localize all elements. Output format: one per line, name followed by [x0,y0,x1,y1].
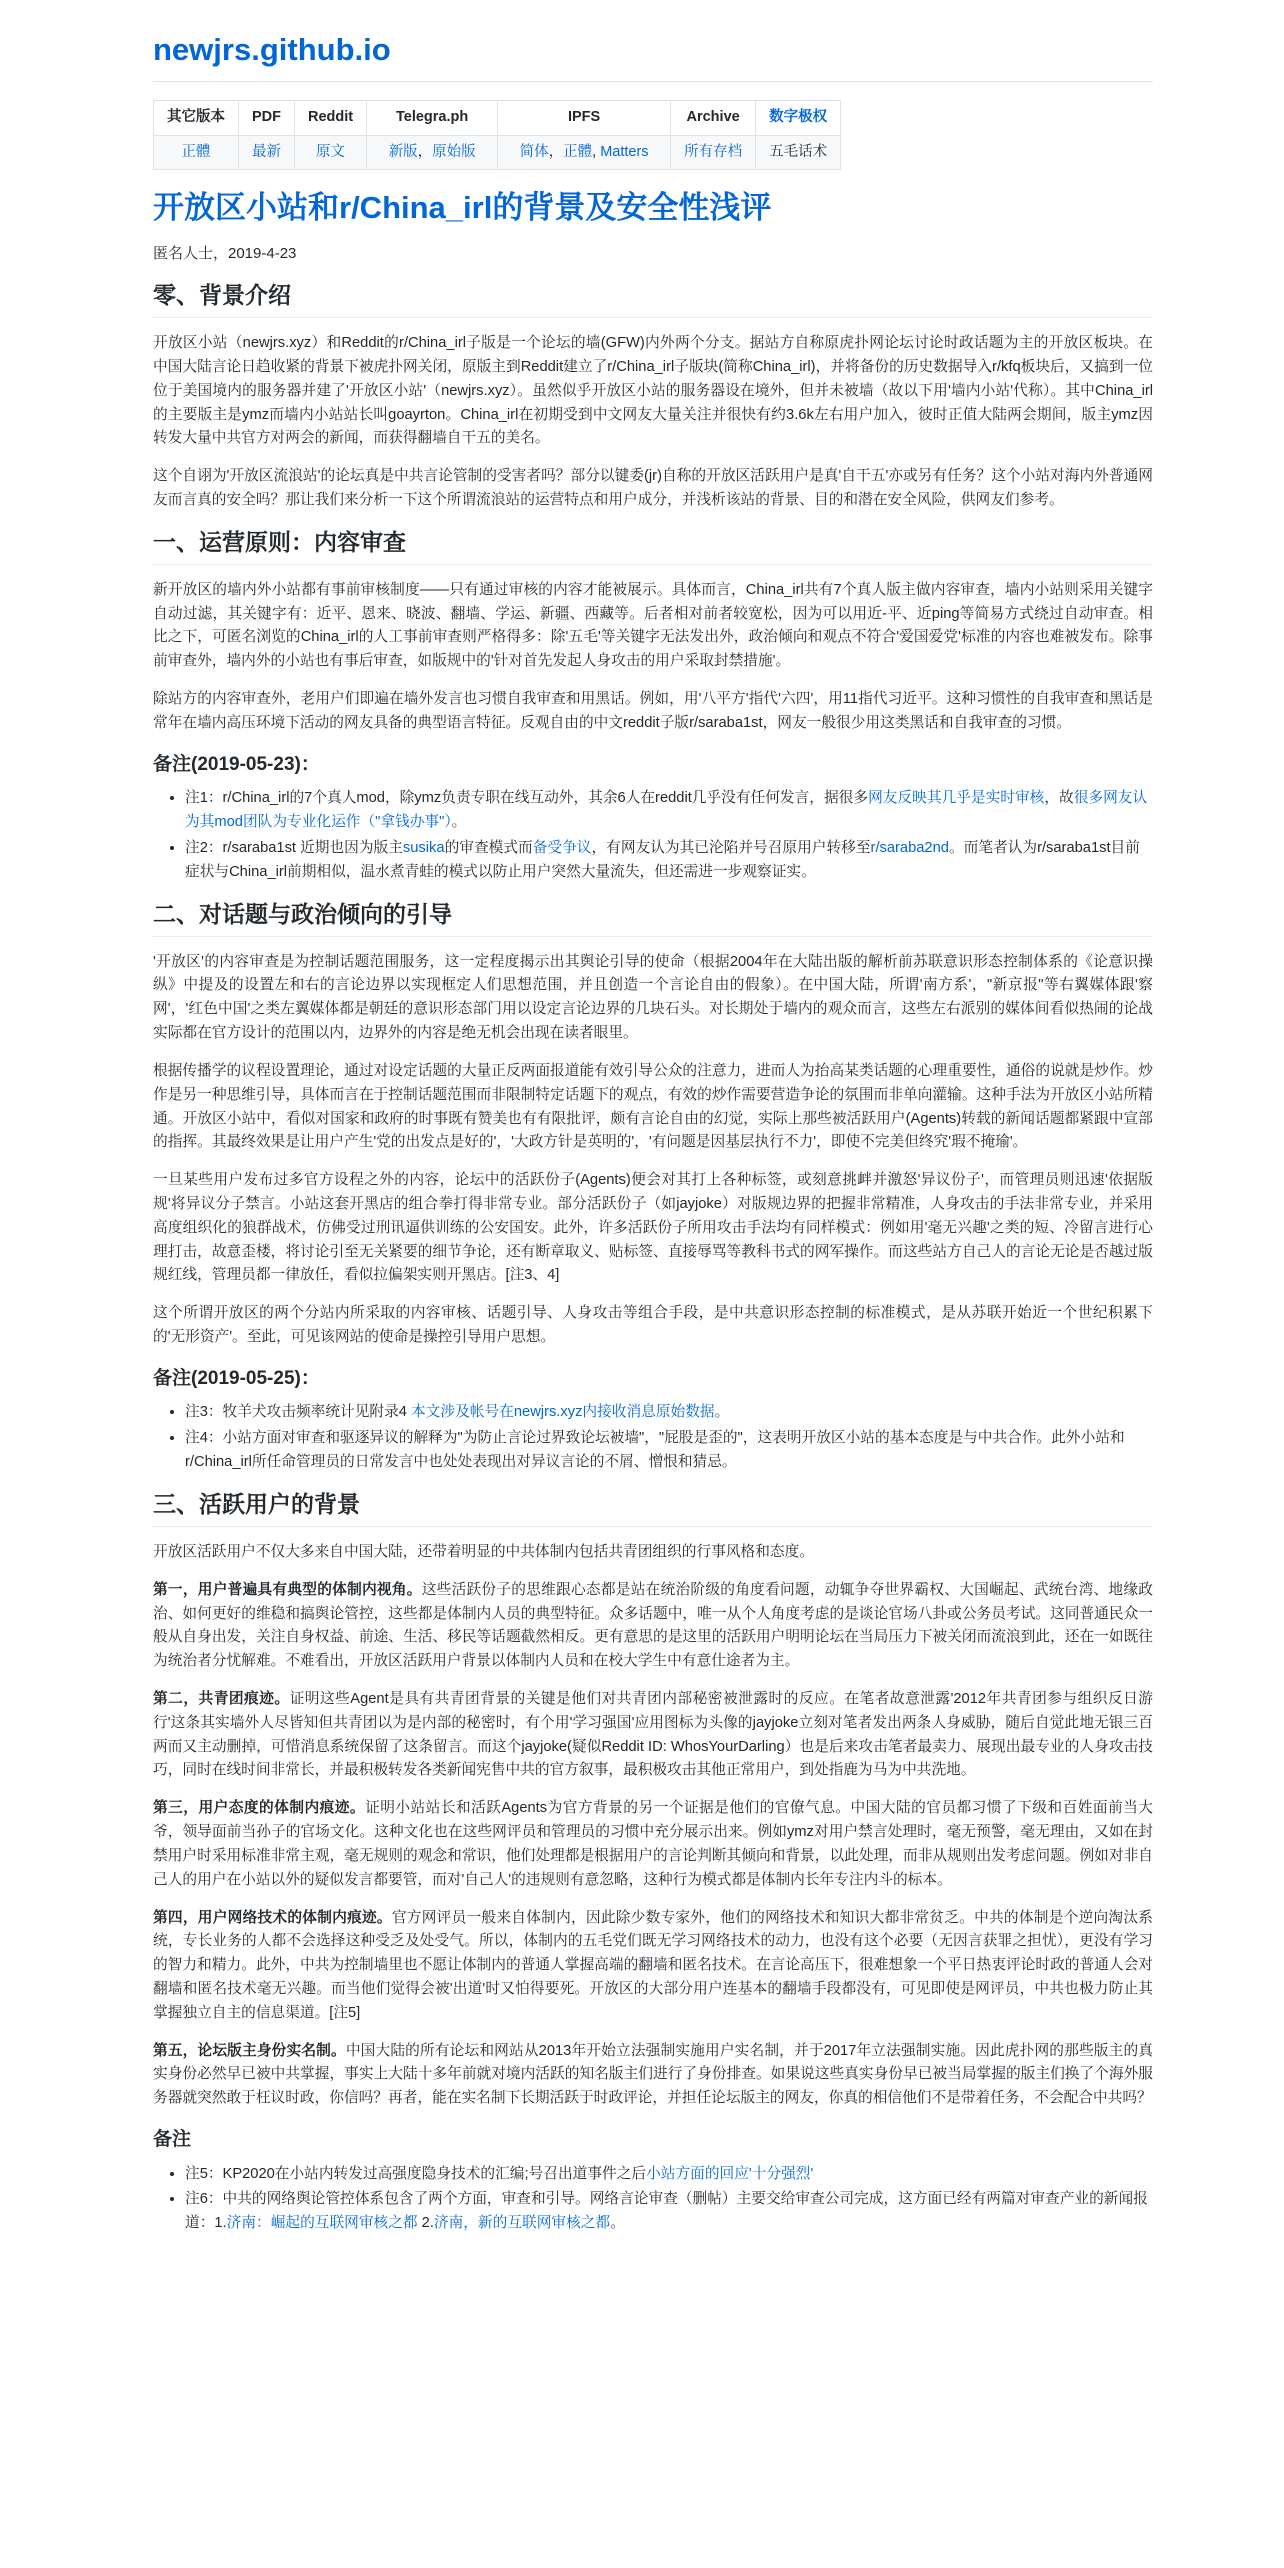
point-1-title: 第一，用户普遍具有典型的体制内视角。 [153,1581,422,1598]
note-4-item [185,1427,1153,1475]
section-2-p4: 这个所谓开放区的两个分站内所采取的内容审核、话题引导、人身攻击等组合手段，是中共意识形态控制的标准模式，是从苏联开始近一个世纪积累下的'无形资产'。至此，可见该网站的使命是操控引导用户思想。 [153,1305,1153,1346]
note-link[interactable]: 很多网友认为其mod团队为专业化运作（"拿钱办事"） [185,790,1148,831]
article-byline: 匿名人士，2019-4-23 [153,244,297,262]
version-table [153,100,841,170]
section-2-heading: 二、对话题与政治倾向的引导 [153,899,1153,937]
point-4-title: 第四，用户网络技术的体制内痕迹。 [153,1909,392,1926]
note-text: ，有网友认为其已沦陷并号召原用户转移至 [591,839,871,856]
note-text: 注4：小站方面对审查和驱逐异议的解释为"为防止言论过界致论坛被墙"，"屁股是歪的"，这表明开放区小站的基本态度是与中共合作。此外小站和r/China_irl所任命管理员的日常发言中也处处表现出对异议言论的不屑、憎恨和猜忌。 [185,1430,1125,1471]
note-5-item [185,2163,1153,2187]
telegraph-original-link[interactable]: 原始版 [432,143,476,160]
note-text: 注3：牧羊犬攻击频率统计见附录4 [185,1404,412,1421]
ipfs-simplified-link[interactable]: 简体 [519,143,549,160]
td-archive [671,135,756,169]
site-title[interactable]: newjrs.github.io [153,32,391,67]
point-3-title: 第三，用户态度的体制内痕迹。 [153,1800,366,1817]
section-0-p2: 这个自诩为'开放区流浪站'的论坛真是中共言论管制的受害者吗？部分以键委(jr)自称的开放区活跃用户是真'自干五'亦或另有任务？这个小站对海内外普通网友而言真的安全吗？那让我们来分析一下这个所谓流浪站的运营特点和用户成分，并浅析该站的背景、目的和潜在安全风险，供网友们参考。 [153,468,1153,508]
section-0-p1: 开放区小站（newjrs.xyz）和Reddit的r/China_irl子版是一个论坛的墙(GFW)内外两个分支。据站方自称原虎扑网论坛讨论时政话题为主的开放区板块。在中国大陆言论日趋收紧的背景下被虎扑网关闭，原版主到Reddit建立了r/China_irl子版块(简称China_irl)，并将备份的历史数据导入r/kfq板块后，又搞到一位位于美国境内的服务器并建了'开放区小站'（newjrs.xyz）。虽然似乎开放区小站的服务器设在境外，但并未被墙（故以下用'墙内小站'代称）。其中China_irl的主要版主是ymz而墙内小站站长叫goayrton。China_irl在初期受到中文网友大量关注并很快有约3.6k左右用户加入，彼时正值大陆两会期间，版主ymz因转发大量中共官方对两会的新闻，而获得翻墙自干五的美名。 [153,335,1153,447]
note-2-list [153,1401,1153,1474]
note-link[interactable]: 济南：崛起的互联网审核之都 [226,2215,418,2232]
td-pdf [239,135,295,169]
th-other: 其它版本 [154,101,239,135]
version-table-row [154,135,841,169]
section-3-p5 [153,2040,1153,2111]
reddit-original-link[interactable]: 原文 [316,143,346,160]
point-1-text: 这些活跃份子的思维跟心态都是站在统治阶级的角度看问题，动辄争夺世界霸权、大国崛起、武统台湾、地缘政治、如何更好的维稳和搞舆论管控，这些都是体制内人员的典型特征。众多话题中，唯一从个人角度考虑的是谈论官场八卦或公务员考试。这同普通民众一般从自身出发，关注自身权益、前途、生活、移民等话题截然相反。更有意思的是这里的活跃用户明明论坛在当局压力下被关闭而流浪到此，还在一如既往为统治者分忧解难。不难看出，开放区活跃用户背景以体制内人员和在校大学生中有意仕途者为主。 [153,1581,1153,1670]
section-3-p0: 开放区活跃用户不仅大多来自中国大陆，还带着明显的中共体制内包括共青团组织的行事风格和态度。 [153,1543,814,1560]
note-link[interactable]: 济南，新的互联网审核之都 [433,2215,611,2232]
telegraph-new-link[interactable]: 新版 [388,143,418,160]
note-3-item [185,1401,1153,1425]
note-text: 注6：中共的网络舆论管控体系包含了两个方面，审查和引导。网络言论审查（删帖）主要交给审查公司完成，这方面已经有两篇对审查产业的新闻报道：1. [185,2191,1148,2232]
note-1-item [185,787,1153,835]
article-title[interactable]: 开放区小站和r/China_irl的背景及安全性浅评 [153,190,772,226]
td-digital: 五毛话术 [756,135,841,169]
note-text: 。 [610,2215,625,2232]
th-archive: Archive [671,101,756,135]
traditional-link[interactable]: 正體 [181,143,211,160]
section-3-p3 [153,1797,1153,1892]
note-text: 注2：r/saraba1st 近期也因为版主 [185,839,403,856]
section-2-p2: 根据传播学的议程设置理论，通过对设定话题的大量正反两面报道能有效引导公众的注意力，进而人为抬高某类话题的心理重要性，通俗的说就是炒作。炒作是另一种思维引导，具体而言在于控制话题范围而非限制特定话题下的观点，有效的炒作需要营造争论的氛围而非单向灌输。这种手法为开放区小站所精通。开放区小站中，看似对国家和政府的时事既有赞美也有有限批评，颇有言论自由的幻觉，实际上那些被活跃用户(Agents)转载的新闻话题都紧跟中宣部的指挥。其最终效果是让用户产生'党的出发点是好的'，'大政方针是英明的'，'有问题是因基层执行不力'，即使不完美但终究'瑕不掩瑜'。 [153,1062,1153,1151]
th-ipfs: IPFS [498,101,671,135]
point-2-title: 第二，共青团痕迹。 [153,1691,290,1708]
sep: , [592,143,601,160]
note-2-item [185,837,1153,885]
section-3-p2 [153,1688,1153,1783]
section-1-p2: 除站方的内容审查外，老用户们即遍在墙外发言也习惯自我审查和用黑话。例如，用'八平方'指代'六四'，用11指代习近平。这种习惯性的自我审查和黑话是常年在墙内高压环境下活动的网友具备的典型语言特征。反观自由的中文reddit子版r/saraba1st，网友一般很少用这类黑话和自我审查的习惯。 [153,691,1153,731]
th-digital[interactable] [756,101,841,135]
sep: ， [548,143,564,160]
th-reddit: Reddit [295,101,367,135]
section-3-p1 [153,1579,1153,1674]
digital-link[interactable]: 数字极权 [769,109,828,126]
point-5-text: 中国大陆的所有论坛和网站从2013年开始立法强制实施用户实名制，并于2017年立法强制实施。因此虎扑网的那些版主的真实身份必然早已被中共掌握，事实上大陆十多年前就对境内活跃的知名版主们进行了身份排查。如果说这些真实身份早已被当局掌握的版主们换了个海外服务器就突然敢于枉议时政，你信吗？再者，能在实名制下长期活跃于时政评论，并担任论坛版主的网友，你真的相信他们不是带着任务，不会配合中共吗？ [153,2042,1153,2107]
sep: ， [417,143,433,160]
note-6-item [185,2188,1153,2236]
td-reddit [295,135,367,169]
note-3-heading: 备注 [153,2129,192,2151]
note-link[interactable]: 网友反映其几乎是实时审核 [868,790,1045,807]
pdf-latest-link[interactable]: 最新 [252,143,281,160]
note-1-heading: 备注(2019-05-23)： [153,753,320,775]
point-2-text: 证明这些Agent是具有共青团背景的关键是他们对共青团内部秘密被泄露时的反应。在笔者故意泄露'2012年共青团参与组织反日游行'这条其实墙外人尽皆知但共青团以为是内部的秘密时，有个用'学习强国'应用图标为头像的jayjoke立刻对笔者发出两条人身威胁，随后自觉此地无银三百两而又主动删掉，可惜消息系统保留了这条留言。而这个jayjoke(疑似Reddit ID: WhosYourDarling）也是后来攻击笔者最卖力、展现出最专业的人身攻击技巧，同时在线时间非常长，并最积极转发各类新闻宪售中共的官方叙事，最积极攻击其他正常用户，到处指鹿为马为中共洗地。 [153,1691,1153,1779]
point-4-text: 官方网评员一般来自体制内，因此除少数专家外，他们的网络技术和知识大都非常贫乏。中共的体制是个逆向淘汰系统，专长业务的人都不会选择这种受乏及处受气。所以，体制内的五毛党们既无学习网络技术的动力，也没有这个必要（无因言获罪之担忧），更没有学习的智力和精力。此外，中共为控制墙里也不愿让体制内的普通人掌握高端的翻墙和匿名技术。在言论高压下，很难想象一个平日热衷评论时政的普通人会对翻墙和匿名技术毫无兴趣。而当他们觉得会被'出道'时又怕得要死。开放区的大部分用户连基本的翻墙手段都没有，可见即使是网评员，中共也极力防止其掌握独立自主的信息渠道。[注5] [153,1909,1153,2021]
note-text: ，故 [1044,790,1074,807]
th-pdf: PDF [239,101,295,135]
section-3-heading: 三、活跃用户的背景 [153,1489,1153,1527]
ipfs-matters-link[interactable]: Matters [600,143,649,160]
page-container [153,0,1153,2236]
point-5-title: 第五，论坛版主身份实名制。 [153,2042,346,2059]
note-link[interactable]: r/saraba2nd [870,839,949,856]
section-0-heading: 零、背景介绍 [153,280,1153,318]
note-link[interactable]: 备受争议 [532,839,592,856]
note-text: 注5：KP2020在小站内转发过高强度隐身技术的汇编;号召出道事件之后 [185,2165,647,2182]
note-link[interactable]: 本文涉及帐号在newjrs.xyz内接收消息原始数据 [411,1404,715,1421]
note-link[interactable]: susika [402,839,445,856]
note-2-heading: 备注(2019-05-25)： [153,1367,320,1389]
note-text: 。 [714,1404,730,1421]
th-telegraph: Telegra.ph [367,101,498,135]
note-1-list [153,787,1153,884]
ipfs-traditional-link[interactable]: 正體 [563,143,593,160]
section-3-p4 [153,1907,1153,2026]
header-divider [153,81,1153,82]
section-1-p1: 新开放区的墙内外小站都有事前审核制度——只有通过审核的内容才能被展示。具体而言，China_irl共有7个真人版主做内容审查，墙内小站则采用关键字自动过滤，其关键字有：近平、恩来、晓波、翻墙、学运、新疆、西藏等。后者相对前者较宽松，因为可以用近-平、近ping等简易方式绕过自动审查。相比之下，可匿名浏览的China_irl的人工事前审查则严格得多：除'五毛'等关键字无法发出外，政治倾向和观点不符合'爱国爱党'标准的内容也难被发布。除事前审查外，墙内外的小站也有事后审查，如版规中的'针对首先发起人身攻击的用户采取封禁措施'。 [153,581,1153,670]
td-other [154,135,239,169]
note-link[interactable]: 小站方面的回应'十分强烈' [646,2165,814,2182]
note-text: 。而笔者认为r/saraba1st目前症状与China_irl前期相似，温水煮青蛙的模式以防止用户突然大量流失，但还需进一步观察证实。 [185,839,1140,880]
section-2-p3: 一旦某些用户发布过多官方设程之外的内容，论坛中的活跃份子(Agents)便会对其打上各种标签，或刻意挑衅并激怒'异议份子'，而管理员则迅速'依据版规'将异议分子禁言。小站这套开黑店的组合拳打得非常专业。部分活跃份子（如jayjoke）对版规边界的把握非常精准，人身攻击的手法非常专业，并采用高度组织化的狼群战术，仿佛受过刑讯逼供训练的公安国安。此外，许多活跃份子所用攻击手法均有同样模式：例如用'毫无兴趣'之类的短、冷留言进行心理打击，故意歪楼，将讨论引至无关紧要的细节争论，还有断章取义、贴标签、直接辱骂等教科书式的网军操作。而这些站方自己人的言论无论是否越过版规红线，管理员都一律放任，看似拉偏架实则开黑店。[注3、4] [153,1172,1153,1284]
note-text: 的审查模式而 [444,839,533,856]
note-text: 注1：r/China_irl的7个真人mod，除ymz负责专职在线互动外，其余6人在reddit几乎没有任何发言，据很多 [185,790,869,807]
point-3-text: 证明小站站长和活跃Agents为官方背景的另一个证据是他们的官僚气息。中国大陆的官员都习惯了下级和百姓面前当大爷，领导面前当孙子的官场文化。这种文化也在这些网评员和管理员的习惯中充分展示出来。例如ymz对用户禁言处理时，毫无预警，毫无理由，又如在封禁用户时采用标准非常主观，毫无规则的观念和常识，他们处理都是根据用户的言论判断其倾向和背景，以此处理，而非从规则出发考虑问题。例如对非自己人的用户在小站以外的疑似发言都要管，而对'自己人'的违规则有意忽略，这种行为模式都是体制内长年专注内斗的标本。 [153,1800,1153,1888]
version-table-header [154,101,841,135]
archive-all-link[interactable]: 所有存档 [684,143,743,160]
section-2-p1: '开放区'的内容审查是为控制话题范围服务，这一定程度揭示出其舆论引导的使命（根据2004年在大陆出版的解析前苏联意识形态控制体系的《论意识操纵》中提及的设置左和右的言论边界以实现框定人们思想范围，并且创造一个言论自由的假象）。在中国大陆，所谓'南方系'，"新京报"等右翼媒体跟'察网'，'红色中国'之类左翼媒体都是朝廷的意识形态部门用以设定言论边界的几块石头。对长期处于墙内的观众而言，这些左右派别的媒体间看似热闹的论战实际都在官方设计的范围以内，边界外的内容是绝无机会出现在读者眼里。 [153,953,1153,1042]
td-telegraph [367,135,498,169]
note-3-list [153,2163,1153,2236]
note-text: 2. [417,2215,434,2232]
section-1-heading: 一、运营原则：内容审查 [153,527,1153,565]
td-ipfs [498,135,671,169]
note-text: 。 [451,814,467,831]
